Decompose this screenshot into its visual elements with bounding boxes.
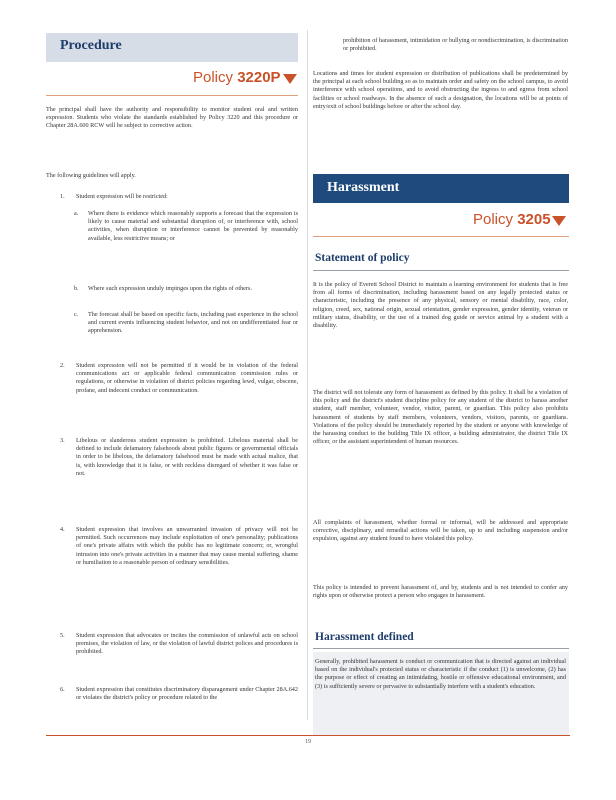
list-item-5 (60, 632, 298, 677)
intro-paragraph: The principal shall have the authority and responsibility to monitor student oral and written expression. Students who violate the standards established by Policy 3220 and this procedure or Chapter 28A.600 RCW will be subject to corrective action. (46, 106, 298, 130)
list-item-2 (60, 362, 298, 432)
sub-item-b (74, 285, 298, 305)
item-text: Student expression will not be permitted if it would be in violation of the federal communications act or applicable federal communication commission rules or regulations, or otherwise in violation of district policies regarding lewd, vulgar, obscene, profane, and indecent conduct or communication. (76, 362, 298, 394)
list-item-3 (60, 437, 298, 517)
item-number: 4. (60, 526, 65, 533)
policy-prefix: Policy (473, 211, 514, 228)
list-item-1 (60, 193, 298, 203)
sub-item-letter: a. (74, 210, 79, 217)
item-number: 6. (60, 686, 65, 693)
statement-paragraph-1: It is the policy of Everett School District to maintain a learning environment for students that is free from all forms of discrimination, including harassment based on any legally protected status or characteristic, including the presence of any physical, sensory or mental disability, race, color, religion, creed, sex, national origin, sexual orientation, gender expression, gender identity, veteran or military status, disability, or the use of a trained dog guide or service animal by a student with a disability. (313, 281, 568, 330)
item-text: Student expression that constitutes discriminatory disparagement under Chapter 28A.642 or violates the district's policy or procedure related to the (76, 686, 298, 702)
list-item-4 (60, 526, 298, 626)
sub-item-text: Where such expression unduly impinges upon the rights of others. (88, 285, 252, 292)
item-number: 1. (60, 193, 65, 200)
policy-number: 3220P (237, 69, 281, 86)
item-number: 3. (60, 437, 65, 444)
orange-rule (46, 95, 298, 96)
column-divider (307, 30, 308, 720)
sub-item-text: Where there is evidence which reasonably supports a forecast that the expression is likely to cause material and substantial disruption of, or interference with, school activities, when disruption or interference cannot be prevented by reasonably available, less restrictive means; or (88, 210, 298, 242)
sub-item-text: The forecast shall be based on specific facts, including past experience in the school and current events influencing student behavior, and not on undifferentiated fear or apprehension. (88, 311, 298, 335)
orange-triangle-icon (552, 216, 566, 226)
policy-3205-label (473, 211, 551, 228)
guidelines-intro: The following guidelines will apply. (46, 172, 136, 179)
harassment-header-bar (313, 174, 569, 203)
harassment-defined-heading: Harassment defined (315, 631, 414, 643)
item-text: Libelous or slanderous student expression is prohibited. Libelous material shall be defined to include defamatory falsehoods about public figures or governmental officials in order to be libelous, the defamatory falsehood must be made with actual malice, that is, with knowledge that it is false, or with reckless disregard of whether it was false or not. (76, 437, 298, 477)
harassment-label: Harassment (327, 180, 400, 195)
orange-rule (313, 236, 569, 237)
orange-triangle-icon (283, 74, 297, 84)
item-text: Student expression that involves an unwarranted invasion of privacy will not be permitted. Such occurrences may include exploitation of one's personality; publications of one's private affairs with which the public has no legitimate concern; or, wrongful intrusion into one's private activities in a manner that may cause mental suffering, shame or humiliation to a reasonable person of ordinary sensibilities. (76, 526, 298, 566)
item-number: 5. (60, 632, 65, 639)
sub-item-letter: b. (74, 285, 79, 292)
sub-item-a (74, 210, 298, 280)
procedure-header-bar (46, 33, 298, 62)
item-number: 2. (60, 362, 65, 369)
policy-number: 3205 (517, 211, 551, 228)
item-text: Student expression will be restricted: (76, 193, 168, 200)
sub-item-c (74, 311, 298, 353)
footer-rule (46, 735, 570, 736)
section-rule (313, 270, 569, 271)
policy-3220p-label (193, 69, 281, 86)
continuation-text: prohibition of harassment, intimidation or bullying or nondiscrimination, is discrimination or prohibited. (343, 37, 568, 53)
definition-text: Generally, prohibited harassment is conduct or communication that is directed against an individual based on the individual's protected status or characteristic if the conduct (1) is unwelcome, (2) has the purpose or effect of creating an intimidating, hostile or offensive educational environment, and (3) is sufficiently severe or pervasive to substantially interfere with a student's education. (315, 658, 566, 690)
statement-paragraph-3: All complaints of harassment, whether formal or informal, will be addressed and appropriate corrective, disciplinary, and remedial actions will be taken, up to and including suspension and/or expulsion, against any student found to have violated this policy. (313, 519, 568, 543)
statement-paragraph-4: This policy is intended to prevent harassment of, and by, students and is not intended to confer any rights upon or otherwise protect a person who engages in harassment. (313, 584, 568, 600)
locations-paragraph: Locations and times for student expression or distribution of publications shall be predetermined by the principal at each school building so as to maintain order and safety on the school campus, to avoid interference with school operations, and to avoid obstructing the ingress to and egress from school facilities or school roadways. In the absence of such a designation, the locations will be at points of entry/exit of school buildings before or after the school day. (313, 70, 568, 110)
page-number: 19 (305, 739, 311, 745)
procedure-label: Procedure (60, 38, 122, 53)
statement-heading: Statement of policy (315, 252, 410, 264)
list-item-6 (60, 686, 298, 716)
item-text: Student expression that advocates or incites the commission of unlawful acts on school premises, the violation of law, or the violation of lawful district polices and procedures is prohibited. (76, 632, 298, 656)
statement-paragraph-2: The district will not tolerate any form of harassment as defined by this policy. It shall be a violation of this policy and the district's student discipline policy for any student of the district to harass another student, staff member, volunteer, vendor, visitor, parent, or guardian. This policy also prohibits harassment of students by staff members, volunteers, vendors, visitors, parents, or guardians. Violations of the policy should be immediately reported by the student or anyone with knowledge of the harassing conduct to the building Title IX officer, a building administrator, the district Title IX officer, or the assistant superintendent of human resources. (313, 389, 568, 446)
policy-prefix: Policy (193, 69, 234, 86)
sub-item-letter: c. (74, 311, 79, 318)
section-rule (313, 648, 569, 649)
